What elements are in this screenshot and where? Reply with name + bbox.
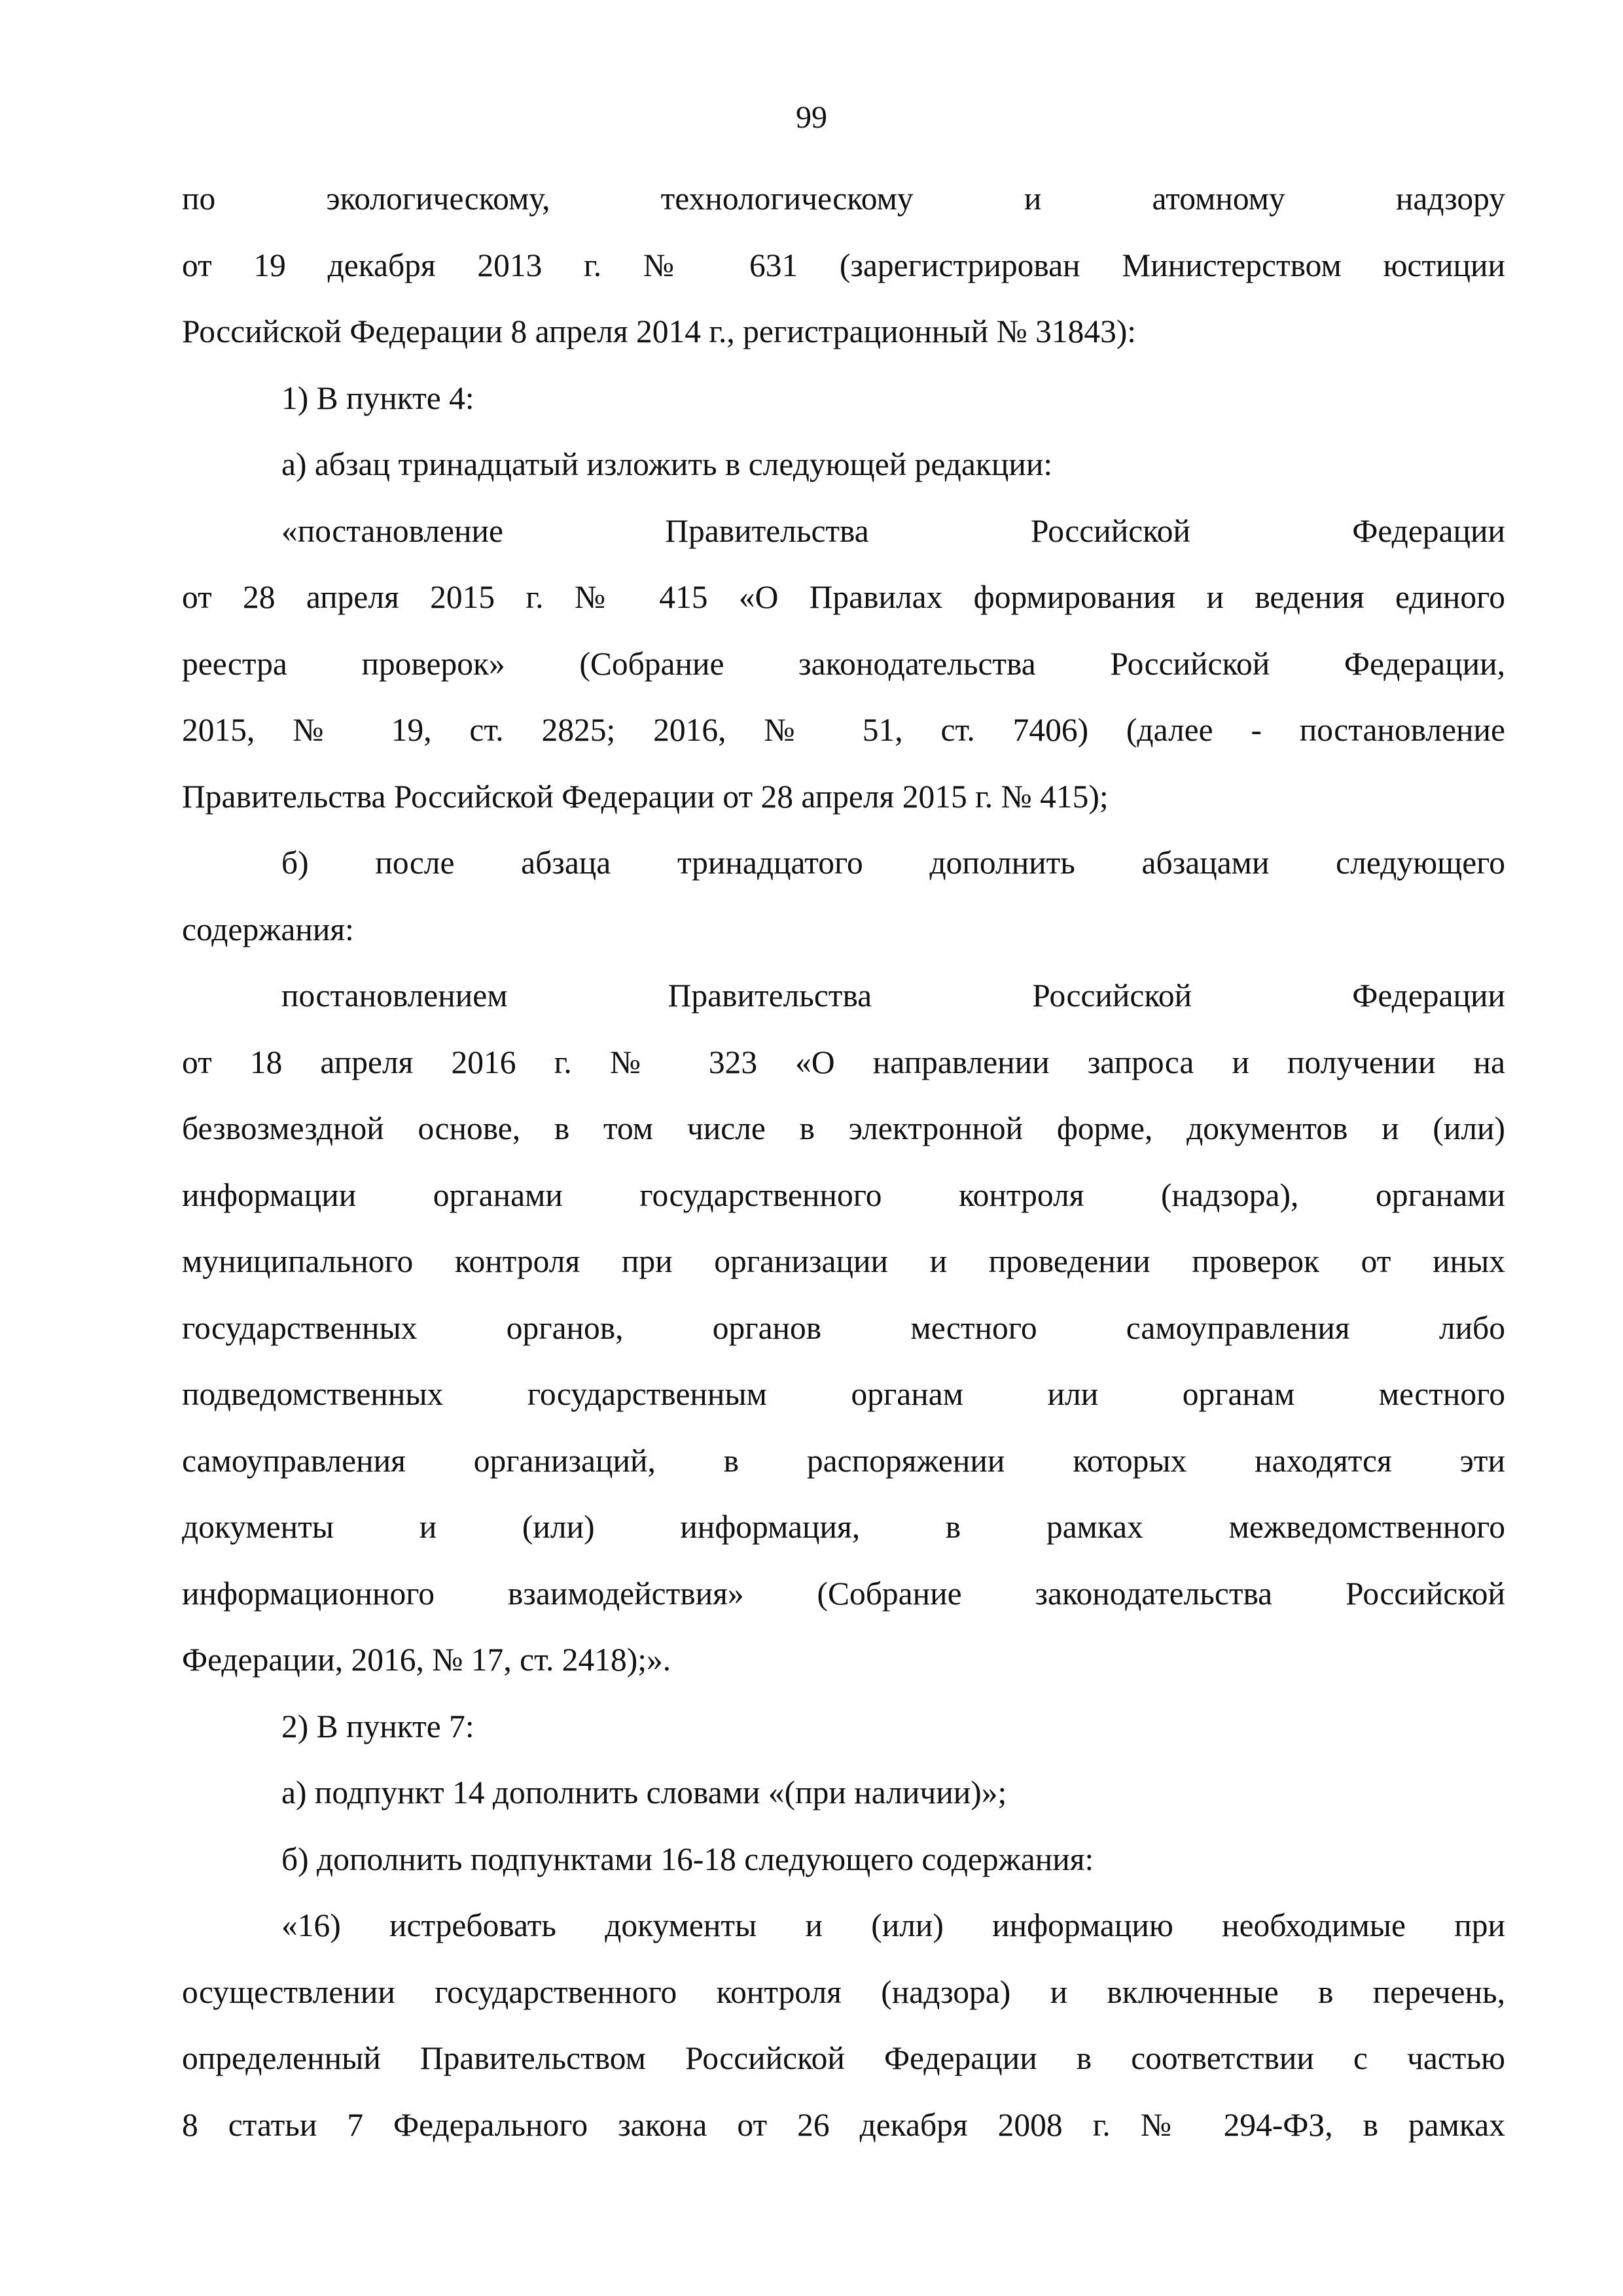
text-line-22: информационного взаимодействия» (Собрание законодательства Российской [182,1576,1505,1612]
text-line-18: государственных органов, органов местного самоуправления либо [182,1310,1505,1346]
text-line-24: 2) В пункте 7: [281,1708,474,1744]
text-line-13: постановлением Правительства Российской Федерации [281,978,1505,1014]
text-line-3: Российской Федерации 8 апреля 2014 г., регистрационный № 31843): [182,313,1137,349]
text-line-26: б) дополнить подпунктами 16-18 следующего содержания: [281,1841,1094,1877]
text-line-11: б) после абзаца тринадцатого дополнить абзацами следующего [281,845,1505,881]
text-line-4: 1) В пункте 4: [281,380,474,416]
text-line-7: от 28 апреля 2015 г. № 415 «О Правилах формирования и ведения единого [182,579,1505,615]
text-line-23: Федерации, 2016, № 17, ст. 2418);». [182,1642,671,1678]
text-line-10: Правительства Российской Федерации от 28 апреля 2015 г. № 415); [182,779,1109,815]
text-line-14: от 18 апреля 2016 г. № 323 «О направлении запроса и получении на [182,1044,1505,1080]
text-line-29: определенный Правительством Российской Федерации в соответствии с частью [182,2040,1505,2076]
text-line-15: безвозмездной основе, в том числе в электронной форме, документов и (или) [182,1110,1505,1146]
text-line-28: осуществлении государственного контроля (надзора) и включенные в перечень, [182,1974,1505,2010]
text-line-30: 8 статьи 7 Федерального закона от 26 декабря 2008 г. № 294-ФЗ, в рамках [182,2107,1505,2143]
text-line-19: подведомственных государственным органам или органам местного [182,1376,1505,1412]
text-line-8: реестра проверок» (Собрание законодательства Российской Федерации, [182,646,1505,682]
text-line-12: содержания: [182,911,354,947]
text-line-21: документы и (или) информация, в рамках межведомственного [182,1509,1505,1545]
text-line-16: информации органами государственного контроля (надзора), органами [182,1177,1505,1213]
text-line-25: а) подпункт 14 дополнить словами «(при наличии)»; [281,1775,1007,1810]
text-line-6: «постановление Правительства Российской Федерации [281,513,1505,549]
text-line-2: от 19 декабря 2013 г. № 631 (зарегистрирован Министерством юстиции [182,247,1505,283]
text-line-1: по экологическому, технологическому и атомному надзору [182,181,1505,217]
text-line-27: «16) истребовать документы и (или) информацию необходимые при [281,1907,1505,1943]
text-line-9: 2015, № 19, ст. 2825; 2016, № 51, ст. 7406) (далее - постановление [182,712,1505,748]
text-line-5: а) абзац тринадцатый изложить в следующей редакции: [281,446,1053,482]
page-number: 99 [796,100,827,135]
text-line-20: самоуправления организаций, в распоряжении которых находятся эти [182,1443,1505,1479]
text-line-17: муниципального контроля при организации и проведении проверок от иных [182,1243,1505,1279]
